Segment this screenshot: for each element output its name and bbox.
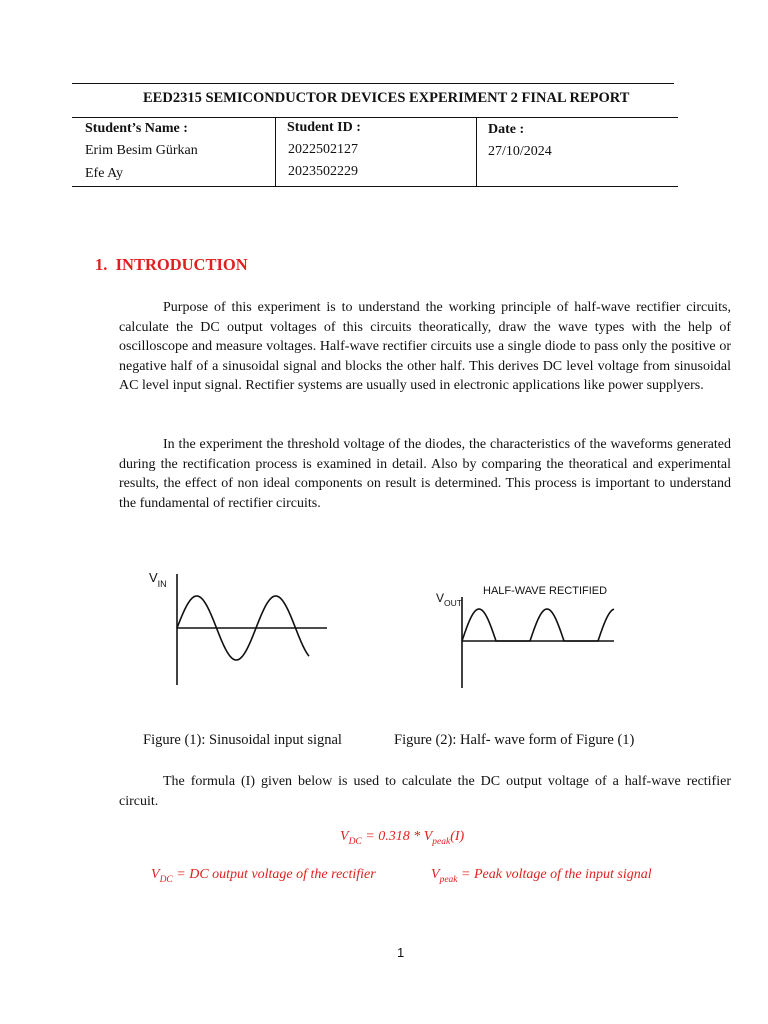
vpeak-definition: $V_{peak}$ = Peak voltage of the input signal <box>431 867 652 885</box>
table-divider-1 <box>275 117 276 186</box>
table-divider-2 <box>476 117 477 186</box>
vdc-definition: $V_{DC}$ = DC output voltage of the rectifier <box>151 867 376 885</box>
fig1-axis-label: $V_{IN}$ <box>149 570 167 589</box>
fig2-half-wave <box>462 609 614 641</box>
fig2-axis-label: $V_{OUT}$ <box>436 591 462 608</box>
intro-paragraph-1: Purpose of this experiment is to understand the working principle of half-wave rectifier circuits, calculate the DC output voltages of this circuits theoratically, draw the wave types with the help of oscilloscope and measure voltages. Half-wave rectifier circuits use a single diode to pass only the positive or negative half of a sinusoidal signal and blocks the other half. This derives DC level voltage from sinusoidal AC level input signal. Rectifier systems are usually used in electronic applications like power supplyers. <box>119 300 731 393</box>
report-title: EED2315 SEMICONDUCTOR DEVICES EXPERIMENT 2 FINAL REPORT <box>143 90 630 106</box>
figure-half-wave-rectified <box>430 575 630 693</box>
section-number: 1. <box>95 255 108 274</box>
student-id: 2022502127 <box>288 142 358 157</box>
table-top-rule <box>72 83 674 84</box>
date-label: Date : <box>488 122 525 137</box>
table-header-rule <box>72 117 678 118</box>
figure-2-caption: Figure (2): Half- wave form of Figure (1) <box>394 732 635 748</box>
intro-paragraph-2: In the experiment the threshold voltage of the diodes, the characteristics of the waveforms generated during the rectification process is examined in detail. Also by comparing the theoratical and experimental results, the effect of non ideal components on result is determined. This process is important to understand the fundamental of rectifier circuits. <box>119 437 731 511</box>
report-date: 27/10/2024 <box>488 144 552 159</box>
student-name: Efe Ay <box>85 166 123 181</box>
fig2-title: HALF-WAVE RECTIFIED <box>483 585 608 597</box>
table-bottom-rule <box>72 186 678 187</box>
section-heading <box>95 255 248 275</box>
formula-intro-paragraph: The formula (I) given below is used to calculate the DC output voltage of a half-wave rectifier circuit. <box>119 774 731 809</box>
student-name-label: Student’s Name : <box>85 121 188 136</box>
student-id: 2023502229 <box>288 164 358 179</box>
figure-sinusoidal-input <box>140 560 340 690</box>
dc-voltage-formula: $V_{DC} = 0.318 * V_{peak}(I)$ <box>340 829 465 847</box>
section-title: INTRODUCTION <box>115 255 248 274</box>
figure-1-caption: Figure (1): Sinusoidal input signal <box>143 732 342 748</box>
student-id-label: Student ID : <box>287 120 361 135</box>
page-number: 1 <box>397 945 405 960</box>
student-name: Erim Besim Gürkan <box>85 143 198 158</box>
